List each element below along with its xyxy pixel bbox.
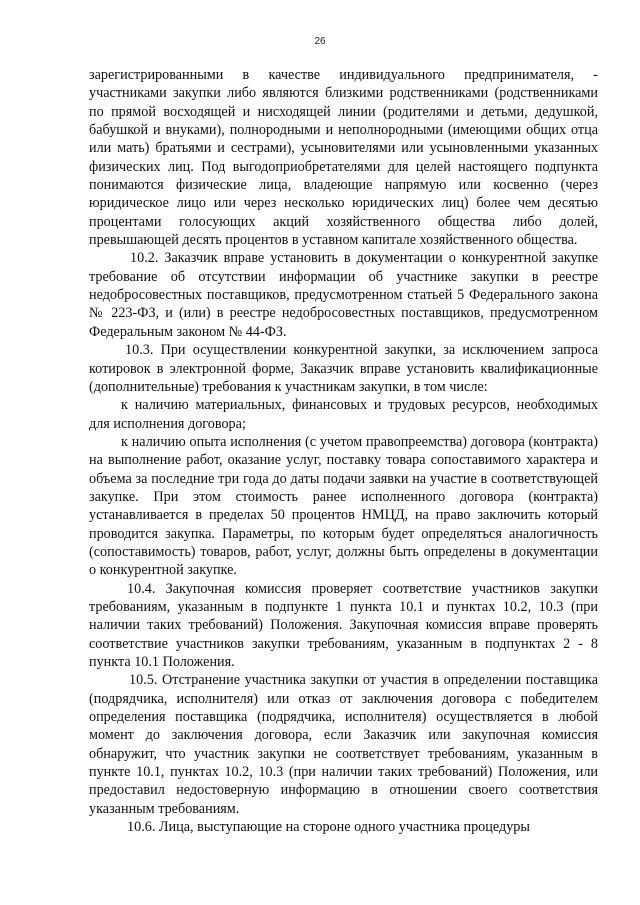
paragraph-10-4: 10.4. Закупочная комиссия проверяет соответствие участников закупки требованиям, указанным в подпункте 1 пункта 10.1 и пунктах 10.2, 10.3 (при наличии таких требований) Положения. Закупочная комиссия вправе проверять соответствие участников закупки требованиям, указанным в подпунктах 2 - 8 пункта 10.1 Положения.	[89, 580, 598, 670]
paragraph-10-6: 10.6. Лица, выступающие на стороне одного участника процедуры	[127, 819, 530, 836]
page-number: 26	[314, 36, 326, 47]
document-body	[89, 66, 598, 836]
paragraph-10-2: 10.2. Заказчик вправе установить в документации о конкурентной закупке требование об отсутствии информации об участнике закупки в реестре недобросовестных поставщиков, предусмотренном статьей 5 Федерального закона № 223-ФЗ, и (или) в реестре недобросовестных поставщиков, предусмотренном Федеральным законом № 44-ФЗ.	[89, 250, 598, 340]
paragraph-10-3-item-resources: к наличию материальных, финансовых и трудовых ресурсов, необходимых для исполнения договора;	[89, 397, 598, 432]
paragraph-10-3: 10.3. При осуществлении конкурентной закупки, за исключением запроса котировок в электронной форме, Заказчик вправе установить квалификационные (дополнительные) требования к участникам закупки, в том числе:	[89, 342, 598, 395]
paragraph-10-3-item-experience: к наличию опыта исполнения (с учетом правопреемства) договора (контракта) на выполнение работ, оказание услуг, поставку товара сопоставимого характера и объема за последние три года до даты подачи заявки на участие в соответствующей закупке. При этом стоимость ранее исполненного договора (контракта) устанавливается в пределах 50 процентов НМЦД, на право заключить который проводится закупка. Параметры, по которым будет определяться аналогичность (сопоставимость) товаров, работ, услуг, должны быть определены в документации о конкурентной закупке.	[89, 433, 598, 579]
paragraph-10-5: 10.5. Отстранение участника закупки от участия в определении поставщика (подрядчика, исполнителя) или отказ от заключения договора с победителем определения поставщика (подрядчика, исполнителя) осуществляется в любой момент до заключения договора, если Заказчик или закупочная комиссия обнаружит, что участник закупки не соответствует требованиям, указанным в пункте 10.1, пунктах 10.2, 10.3 (при наличии таких требований) Положения, или предоставил недостоверную информацию в отношении своего соответствия указанным требованиям.	[89, 672, 598, 817]
paragraph-continuation: зарегистрированными в качестве индивидуального предпринимателя, - участниками закупки либо являются близкими родственниками (родственниками по прямой восходящей и нисходящей линии (родителями и детьми, дедушкой, бабушкой и внуками), полнородными и неполнородными (имеющими общих отца или мать) братьями и сестрами), усыновителями или усыновленными указанных физических лиц. Под выгодоприобретателями для целей настоящего подпункта понимаются физические лица, владеющие напрямую или косвенно (через юридическое лицо или через несколько юридических лиц) более чем десятью процентами голосующих акций хозяйственного общества либо долей, превышающей десять процентов в уставном капитале хозяйственного общества.	[89, 67, 598, 249]
